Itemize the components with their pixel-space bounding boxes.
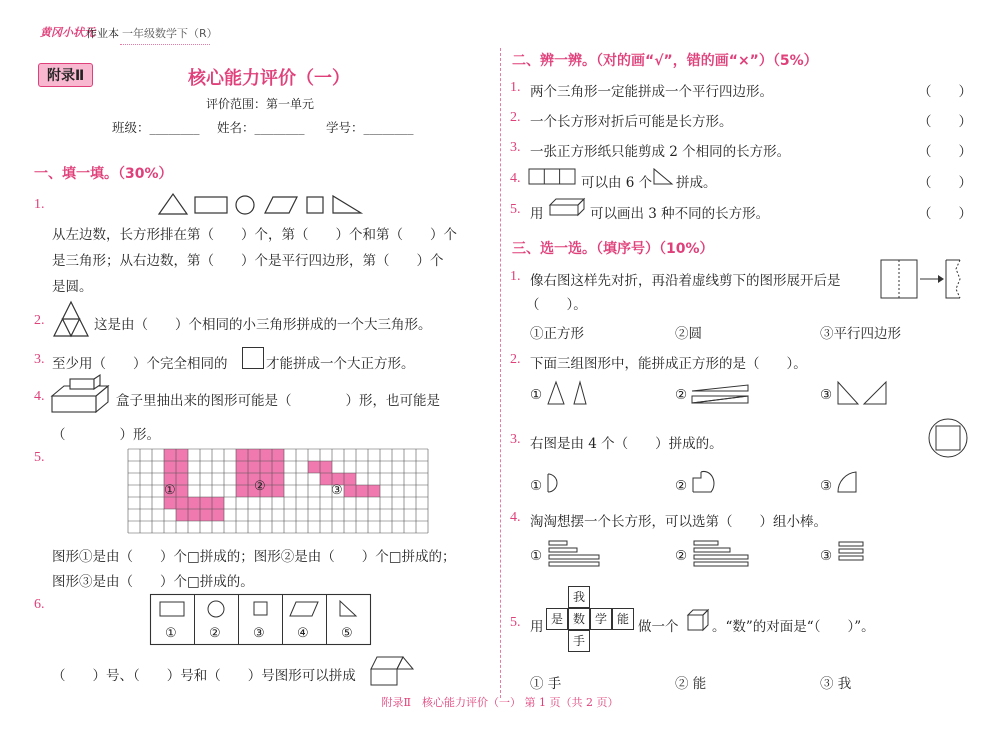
s2-q4-text2: 拼成。 — [676, 175, 717, 191]
grid-filled-cell — [176, 497, 188, 509]
grid-filled-cell — [344, 485, 356, 497]
grid-filled-cell — [260, 461, 272, 473]
s2-q5-cuboid — [548, 197, 586, 217]
t2-option-1-figure — [546, 380, 592, 406]
q6-label-1: ① — [165, 626, 177, 641]
t5-option-2[interactable]: ② 能 — [675, 676, 707, 692]
name-field[interactable]: 姓名：________ — [217, 120, 305, 135]
q2-triangle-figure — [52, 300, 90, 338]
q6-label-2: ② — [209, 626, 221, 641]
net-face-shu: 数 — [568, 608, 590, 630]
t5-option-3[interactable]: ③ 我 — [820, 676, 852, 692]
q1-line-a: 从左边数，长方形排在第（ ）个，第（ ）个和第（ ）个 — [52, 227, 457, 243]
q5-number: 5. — [34, 450, 45, 465]
q6-text: （ ）号、（ ）号和（ ）号图形可以拼成 — [52, 668, 356, 684]
brand-logo: 黄冈小状元 — [40, 26, 95, 39]
t2-text: 下面三组图形中，能拼成正方形的是（ ）。 — [530, 356, 807, 372]
t2-option-2-label[interactable]: ② — [675, 387, 688, 403]
net-face-wo: 我 — [568, 586, 590, 608]
q4-number: 4. — [34, 389, 45, 404]
page-title: 核心能力评价（一） — [188, 68, 350, 89]
grid-filled-cell — [236, 461, 248, 473]
grid-filled-cell — [272, 449, 284, 461]
s2-q3-number: 3. — [510, 140, 521, 155]
s2-q1-text: 两个三角形一定能拼成一个平行四边形。 — [530, 84, 773, 100]
q5-label-3: ③ — [331, 483, 343, 498]
q6-label-5: ⑤ — [341, 626, 353, 641]
grade-label: 一年级数学下（R） — [122, 27, 218, 40]
q1-line-c: 是圆。 — [52, 279, 93, 295]
t2-option-2-figure — [690, 383, 754, 405]
book-label: 作业本 — [86, 27, 119, 40]
t2-option-1-label[interactable]: ① — [530, 387, 543, 403]
grid-filled-cell — [260, 449, 272, 461]
q6-house-figure — [369, 655, 419, 687]
t1-option-1[interactable]: ①正方形 — [530, 326, 584, 342]
t3-option-1-figure — [546, 472, 568, 494]
s2-q5-text2: 可以画出 3 种不同的长方形。 — [590, 206, 770, 222]
q2-text: 这是由（ ）个相同的小三角形拼成的一个大三角形。 — [94, 317, 432, 333]
grid-filled-cell — [212, 497, 224, 509]
s2-q1-number: 1. — [510, 80, 521, 95]
t4-text: 淘淘想摆一个长方形，可以选第（ ）组小棒。 — [530, 514, 827, 530]
grid-filled-cell — [248, 449, 260, 461]
t5-text-c: 。“数”的对面是“（ ）”。 — [712, 619, 875, 635]
q3-text-b: 才能拼成一个大正方形。 — [266, 356, 415, 372]
class-field[interactable]: 班级：________ — [112, 120, 200, 135]
t2-option-3-figure — [836, 380, 892, 406]
t5-text-a: 用 — [530, 619, 544, 635]
q5-label-1: ① — [164, 483, 176, 498]
q6-label-3: ③ — [253, 626, 265, 641]
t5-text-b: 做一个 — [638, 619, 679, 635]
t3-option-3-figure — [836, 470, 858, 494]
scope-text: 评价范围：第一单元 — [206, 97, 315, 111]
grid-filled-cell — [164, 497, 176, 509]
s2-q4-text: 可以由 6 个 — [581, 175, 653, 191]
q1-number: 1. — [34, 197, 45, 212]
triangle-shape — [159, 194, 187, 214]
grid-filled-cell — [200, 497, 212, 509]
grid-filled-cell — [356, 485, 368, 497]
grid-filled-cell — [248, 461, 260, 473]
grid-filled-cell — [176, 485, 188, 497]
s2-q4-answer[interactable]: （ ） — [918, 175, 972, 191]
section2-title: 二、辨一辨。（对的画“√”，错的画“×”）（5%） — [512, 53, 818, 69]
t3-option-1-label[interactable]: ① — [530, 478, 543, 494]
t2-option-3-label[interactable]: ③ — [820, 387, 833, 403]
t1-fold-figure — [880, 259, 962, 301]
grid-filled-cell — [236, 485, 248, 497]
q3-number: 3. — [34, 352, 45, 367]
grid-filled-cell — [164, 461, 176, 473]
t5-option-1[interactable]: ① 手 — [530, 676, 562, 692]
t4-number: 4. — [510, 510, 521, 525]
net-face-shi: 是 — [546, 608, 568, 630]
grid-filled-cell — [200, 509, 212, 521]
grid-filled-cell — [164, 449, 176, 461]
grid-filled-cell — [236, 473, 248, 485]
grid-filled-cell — [188, 497, 200, 509]
circle-shape — [236, 196, 254, 214]
q1-shapes — [155, 192, 365, 218]
s2-q5-number: 5. — [510, 202, 521, 217]
column-divider — [500, 48, 501, 698]
grid-filled-cell — [272, 473, 284, 485]
q4-text-a: 盒子里抽出来的图形可能是（ ）形，也可能是 — [116, 393, 440, 409]
appendix-badge: 附录Ⅱ — [38, 63, 93, 87]
t1-number: 1. — [510, 269, 521, 284]
grid-filled-cell — [308, 461, 320, 473]
q6-number: 6. — [34, 597, 45, 612]
page-footer: 附录Ⅱ 核心能力评价（一） 第 1 页（共 2 页） — [381, 696, 619, 709]
grid-filled-cell — [176, 473, 188, 485]
t4-option-2-label[interactable]: ② — [675, 548, 688, 564]
q4-box-figure — [50, 378, 110, 414]
s2-q2-text: 一个长方形对折后可能是长方形。 — [530, 114, 733, 130]
section3-title: 三、选一选。（填序号）（10%） — [512, 241, 714, 257]
square-shape — [307, 197, 323, 213]
net-face-shou: 手 — [568, 630, 590, 652]
t3-option-2-figure — [691, 470, 713, 494]
s2-q2-number: 2. — [510, 110, 521, 125]
t1-option-2[interactable]: ②圆 — [675, 326, 702, 342]
t4-option-3-sticks — [838, 541, 866, 565]
grid-filled-cell — [272, 485, 284, 497]
grid-filled-cell — [176, 449, 188, 461]
t1-option-3[interactable]: ③平行四边形 — [820, 326, 901, 342]
s2-q3-text: 一张正方形纸只能剪成 2 个相同的长方形。 — [530, 144, 791, 160]
q5-text-a: 图形①是由（ ）个□拼成的；图形②是由（ ）个□拼成的； — [52, 549, 456, 565]
header-rule — [120, 44, 210, 45]
t2-number: 2. — [510, 352, 521, 367]
net-face-xue: 学 — [590, 608, 612, 630]
t1-answer[interactable]: （ ）。 — [526, 297, 587, 313]
grid-filled-cell — [368, 485, 380, 497]
t3-number: 3. — [510, 432, 521, 447]
t5-number: 5. — [510, 615, 521, 630]
t4-option-2-sticks — [693, 539, 751, 569]
s2-q2-answer[interactable]: （ ） — [918, 114, 972, 130]
t4-option-3-label[interactable]: ③ — [820, 548, 833, 564]
q4-text-b: （ ）形。 — [52, 427, 160, 443]
s2-q5-text: 用 — [530, 206, 544, 222]
t3-text: 右图是由 4 个（ ）拼成的。 — [530, 436, 723, 452]
grid-filled-cell — [212, 509, 224, 521]
grid-filled-cell — [320, 461, 332, 473]
t3-option-2-label[interactable]: ② — [675, 478, 688, 494]
q5-label-2: ② — [254, 479, 266, 494]
t4-option-1-sticks — [548, 539, 602, 569]
right-triangle-shape — [333, 196, 361, 213]
grid-filled-cell — [176, 461, 188, 473]
t1-text: 像右图这样先对折，再沿着虚线剪下的图形展开后是 — [530, 273, 841, 289]
section1-title: 一、填一填。（30%） — [34, 166, 173, 182]
q1-line-b: 是三角形；从右边数，第（ ）个是平行四边形，第（ ）个 — [52, 253, 444, 269]
q5-text-b: 图形③是由（ ）个□拼成的。 — [52, 574, 254, 590]
grid-filled-cell — [344, 473, 356, 485]
s2-q4-number: 4. — [510, 171, 521, 186]
q3-text-a: 至少用（ ）个完全相同的 — [52, 356, 228, 372]
s2-q4-triangle — [652, 168, 674, 186]
s2-q4-rectangles — [528, 168, 578, 186]
grid-filled-cell — [176, 509, 188, 521]
cube-net — [546, 586, 634, 652]
parallelogram-shape — [265, 197, 297, 213]
q2-number: 2. — [34, 313, 45, 328]
t4-option-1-label[interactable]: ① — [530, 548, 543, 564]
s2-q3-answer[interactable]: （ ） — [918, 144, 972, 160]
q6-label-4: ④ — [297, 626, 309, 641]
student-id-field[interactable]: 学号：________ — [326, 120, 414, 135]
rectangle-shape — [195, 197, 227, 213]
q3-square-icon — [242, 347, 264, 369]
t3-circle-square-figure — [928, 418, 970, 460]
s2-q5-answer[interactable]: （ ） — [918, 206, 972, 222]
grid-filled-cell — [236, 449, 248, 461]
grid-filled-cell — [188, 509, 200, 521]
t3-option-3-label[interactable]: ③ — [820, 478, 833, 494]
s2-q1-answer[interactable]: （ ） — [918, 84, 972, 100]
t5-cube-icon — [686, 608, 710, 632]
grid-filled-cell — [272, 461, 284, 473]
net-face-neng: 能 — [612, 608, 634, 630]
